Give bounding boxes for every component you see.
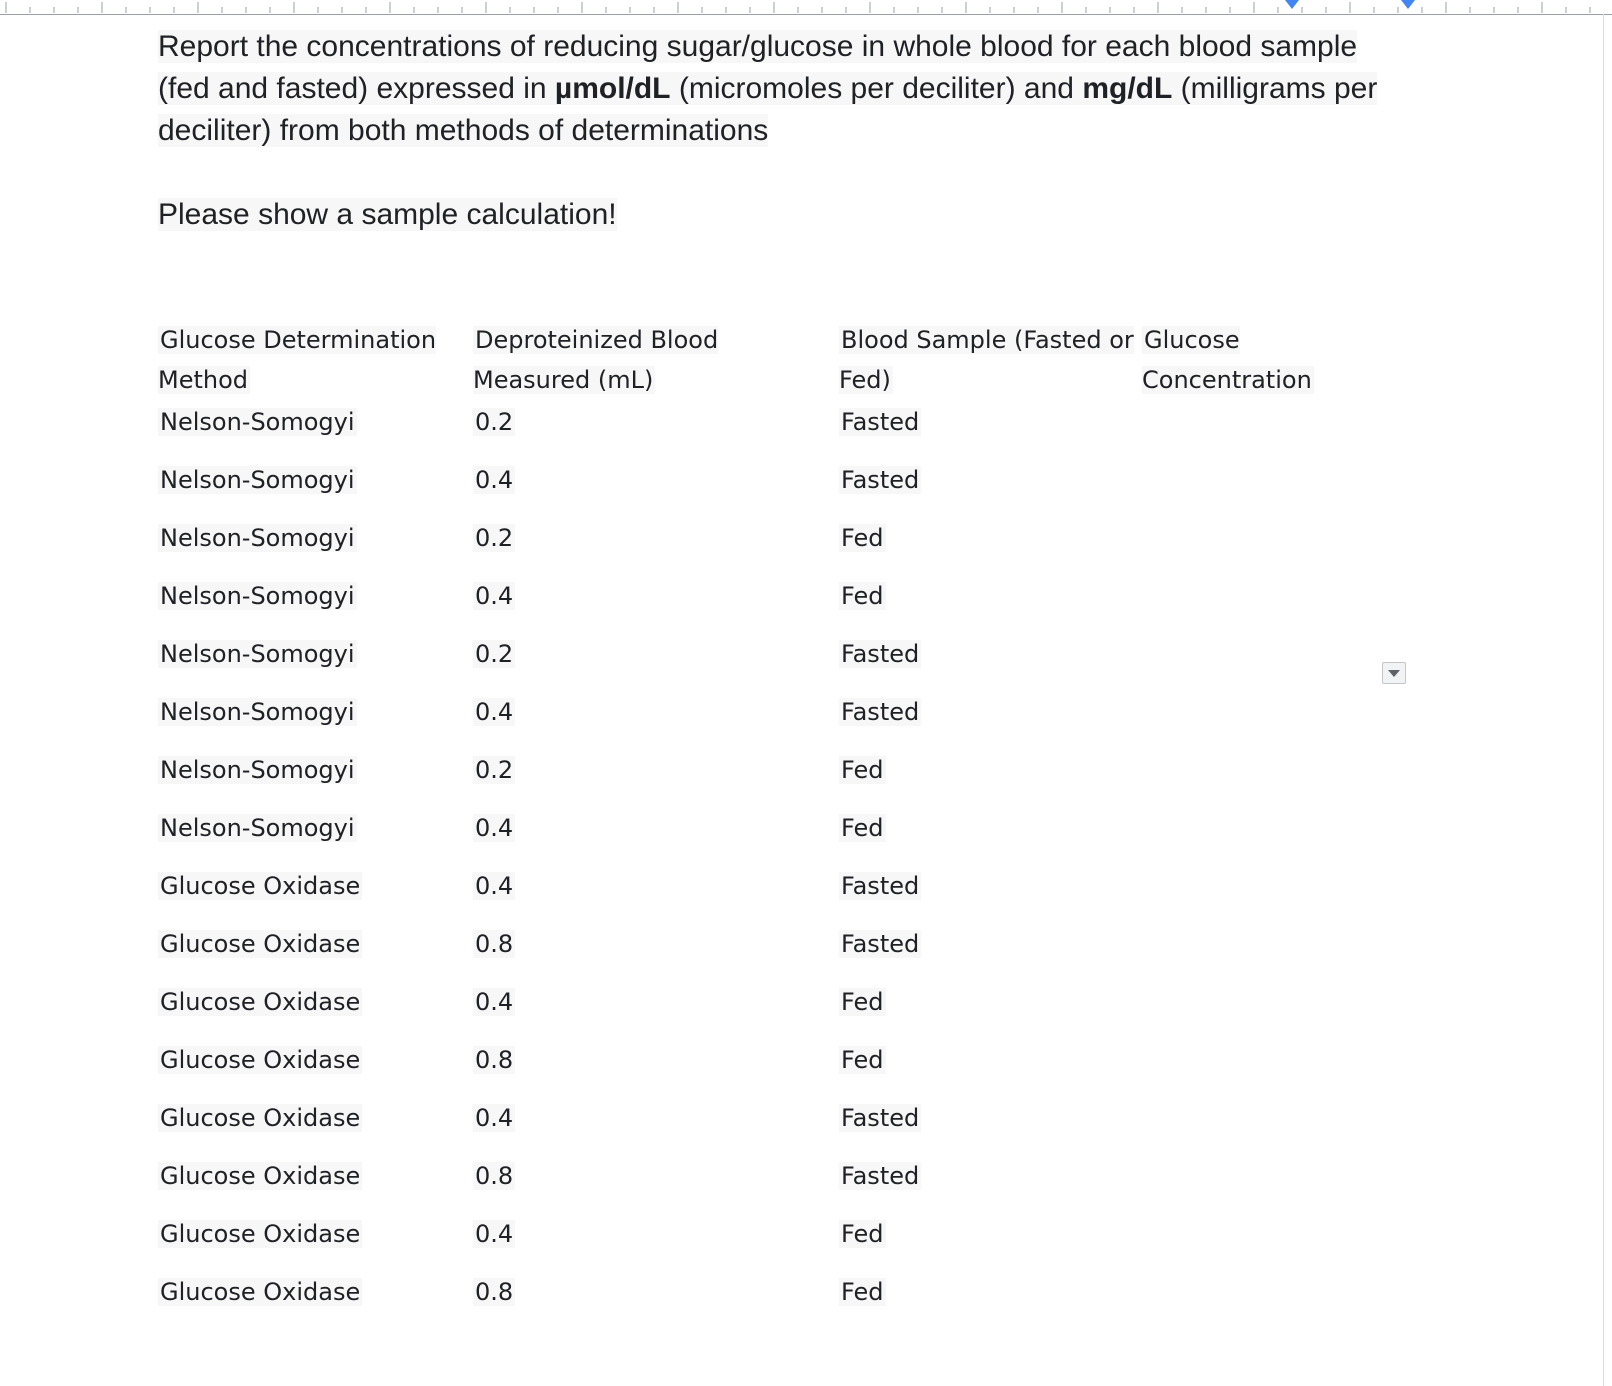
cell-volume[interactable] — [473, 582, 839, 640]
cell-volume[interactable] — [473, 1220, 839, 1278]
table-row — [158, 640, 1372, 698]
cell-volume-text: 0.8 — [475, 1278, 514, 1306]
instruction-text-1: Report the concentrations of reducing sugar/glucose in whole blood for each blood sample (fed and fasted) expressed in — [158, 30, 1358, 105]
table-row — [158, 988, 1372, 1046]
table-row — [158, 930, 1372, 988]
unit-umol-dl: µmol/dL — [554, 72, 671, 105]
cell-method-text: Glucose Oxidase — [160, 872, 361, 900]
indent-marker-icon[interactable] — [1285, 0, 1299, 9]
cell-sample[interactable] — [839, 814, 1142, 872]
cell-method-text: Nelson-Somogyi — [160, 814, 355, 842]
cell-sample[interactable] — [839, 1046, 1142, 1104]
cell-concentration[interactable] — [1142, 1220, 1372, 1278]
cell-sample-text: Fasted — [841, 698, 920, 726]
cell-volume-text: 0.8 — [475, 1046, 514, 1074]
cell-sample[interactable] — [839, 872, 1142, 930]
cell-concentration[interactable] — [1142, 408, 1372, 466]
table-body — [158, 408, 1372, 1336]
cell-volume-text: 0.4 — [475, 988, 514, 1016]
cell-sample[interactable] — [839, 582, 1142, 640]
ruler-ticks — [0, 0, 1612, 14]
cell-volume-text: 0.2 — [475, 408, 514, 436]
cell-volume[interactable] — [473, 524, 839, 582]
cell-volume[interactable] — [473, 1278, 839, 1336]
table-row — [158, 698, 1372, 756]
cell-volume[interactable] — [473, 466, 839, 524]
cell-volume[interactable] — [473, 1046, 839, 1104]
cell-method[interactable] — [158, 466, 473, 524]
cell-sample[interactable] — [839, 988, 1142, 1046]
cell-concentration[interactable] — [1142, 1046, 1372, 1104]
cell-sample[interactable] — [839, 1278, 1142, 1336]
table-row — [158, 1278, 1372, 1336]
cell-method-text: Nelson-Somogyi — [160, 582, 355, 610]
cell-volume[interactable] — [473, 408, 839, 466]
cell-concentration[interactable] — [1142, 640, 1372, 698]
cell-concentration[interactable] — [1142, 524, 1372, 582]
cell-sample[interactable] — [839, 408, 1142, 466]
cell-method-text: Glucose Oxidase — [160, 1162, 361, 1190]
glucose-table[interactable] — [158, 320, 1372, 1336]
cell-sample[interactable] — [839, 756, 1142, 814]
cell-method[interactable] — [158, 1162, 473, 1220]
cell-method-text: Nelson-Somogyi — [160, 698, 355, 726]
cell-sample[interactable] — [839, 1162, 1142, 1220]
cell-sample-text: Fasted — [841, 466, 920, 494]
cell-sample-text: Fed — [841, 1220, 884, 1248]
cell-volume-text: 0.2 — [475, 524, 514, 552]
cell-sample-text: Fed — [841, 814, 884, 842]
cell-sample-text: Fasted — [841, 872, 920, 900]
cell-sample-text: Fasted — [841, 408, 920, 436]
cell-concentration[interactable] — [1142, 756, 1372, 814]
table-row — [158, 756, 1372, 814]
cell-method[interactable] — [158, 408, 473, 466]
cell-volume-text: 0.8 — [475, 1162, 514, 1190]
cell-method[interactable] — [158, 1220, 473, 1278]
table-row — [158, 466, 1372, 524]
cell-concentration[interactable] — [1142, 814, 1372, 872]
cell-method-text: Glucose Oxidase — [160, 988, 361, 1016]
cell-volume-text: 0.2 — [475, 756, 514, 784]
cell-concentration[interactable] — [1142, 1278, 1372, 1336]
cell-volume-text: 0.2 — [475, 640, 514, 668]
indent-marker-icon[interactable] — [1401, 0, 1415, 9]
cell-method-text: Glucose Oxidase — [160, 1104, 361, 1132]
cell-volume[interactable] — [473, 814, 839, 872]
cell-volume[interactable] — [473, 640, 839, 698]
table-row — [158, 814, 1372, 872]
cell-volume[interactable] — [473, 1162, 839, 1220]
cell-sample[interactable] — [839, 930, 1142, 988]
cell-sample-text: Fed — [841, 582, 884, 610]
cell-method-text: Nelson-Somogyi — [160, 408, 355, 436]
cell-sample-text: Fed — [841, 1278, 884, 1306]
unit-mg-dl: mg/dL — [1082, 72, 1173, 105]
cell-sample-text: Fasted — [841, 640, 920, 668]
table-row — [158, 1162, 1372, 1220]
cell-concentration[interactable] — [1142, 988, 1372, 1046]
cell-method[interactable] — [158, 1278, 473, 1336]
cell-method-text: Glucose Oxidase — [160, 930, 361, 958]
sample-calculation-request[interactable] — [158, 194, 617, 236]
cell-method-text: Glucose Oxidase — [160, 1220, 361, 1248]
header-sample[interactable]: Blood Sample (Fasted or Fed) — [839, 326, 1134, 394]
cell-volume[interactable] — [473, 698, 839, 756]
cell-concentration[interactable] — [1142, 582, 1372, 640]
header-concentration[interactable]: Glucose Concentration — [1142, 326, 1312, 394]
cell-concentration[interactable] — [1142, 1162, 1372, 1220]
header-volume[interactable]: Deproteinized Blood Measured (mL) — [473, 326, 719, 394]
cell-sample-text: Fed — [841, 1046, 884, 1074]
cell-method[interactable] — [158, 582, 473, 640]
ruler[interactable] — [0, 0, 1612, 15]
cell-volume-text: 0.4 — [475, 814, 514, 842]
cell-volume[interactable] — [473, 872, 839, 930]
cell-volume[interactable] — [473, 1104, 839, 1162]
table-row — [158, 1046, 1372, 1104]
cell-method-text: Nelson-Somogyi — [160, 466, 355, 494]
cell-sample[interactable] — [839, 1220, 1142, 1278]
cell-sample[interactable] — [839, 640, 1142, 698]
table-row — [158, 408, 1372, 466]
cell-method[interactable] — [158, 698, 473, 756]
cell-sample[interactable] — [839, 1104, 1142, 1162]
cell-volume-text: 0.4 — [475, 872, 514, 900]
cell-sample-text: Fasted — [841, 1162, 920, 1190]
cell-method-text: Nelson-Somogyi — [160, 756, 355, 784]
table-row — [158, 872, 1372, 930]
cell-volume-text: 0.4 — [475, 466, 514, 494]
header-method[interactable]: Glucose Determination Method — [158, 326, 437, 394]
cell-volume-text: 0.4 — [475, 582, 514, 610]
cell-volume-text: 0.4 — [475, 698, 514, 726]
cell-method[interactable] — [158, 756, 473, 814]
cell-concentration[interactable] — [1142, 698, 1372, 756]
cell-method-text: Nelson-Somogyi — [160, 524, 355, 552]
cell-concentration[interactable] — [1142, 930, 1372, 988]
cell-method-text: Glucose Oxidase — [160, 1278, 361, 1306]
cell-volume[interactable] — [473, 756, 839, 814]
cell-volume-text: 0.4 — [475, 1220, 514, 1248]
table-row — [158, 1220, 1372, 1278]
instruction-text-2: (micromoles per deciliter) and — [670, 72, 1083, 105]
cell-volume-text: 0.4 — [475, 1104, 514, 1132]
table-row — [158, 524, 1372, 582]
cell-method[interactable] — [158, 814, 473, 872]
cell-sample-text: Fasted — [841, 1104, 920, 1132]
cell-method[interactable] — [158, 1104, 473, 1162]
cell-sample-text: Fed — [841, 756, 884, 784]
cell-sample[interactable] — [839, 466, 1142, 524]
cell-sample[interactable] — [839, 524, 1142, 582]
cell-volume-text: 0.8 — [475, 930, 514, 958]
cell-method[interactable] — [158, 524, 473, 582]
cell-method-text: Glucose Oxidase — [160, 1046, 361, 1074]
cell-volume[interactable] — [473, 988, 839, 1046]
cell-sample-text: Fasted — [841, 930, 920, 958]
cell-method[interactable] — [158, 930, 473, 988]
page-edge — [1603, 14, 1604, 1386]
cell-sample-text: Fed — [841, 988, 884, 1016]
cell-method[interactable] — [158, 640, 473, 698]
cell-sample[interactable] — [839, 698, 1142, 756]
cell-sample-text: Fed — [841, 524, 884, 552]
table-row — [158, 582, 1372, 640]
cell-method[interactable] — [158, 872, 473, 930]
instruction-paragraph[interactable] — [158, 26, 1398, 152]
cell-method[interactable] — [158, 988, 473, 1046]
cell-volume[interactable] — [473, 930, 839, 988]
table-row — [158, 1104, 1372, 1162]
sample-calculation-text: Please show a sample calculation! — [158, 198, 617, 231]
cell-method[interactable] — [158, 1046, 473, 1104]
chevron-down-icon[interactable] — [1382, 662, 1406, 684]
instruction-text-3: (milligrams per deciliter) from both methods of determinations — [158, 72, 1378, 147]
cell-concentration[interactable] — [1142, 872, 1372, 930]
cell-concentration[interactable] — [1142, 1104, 1372, 1162]
cell-concentration[interactable] — [1142, 466, 1372, 524]
cell-method-text: Nelson-Somogyi — [160, 640, 355, 668]
table-header-row — [158, 320, 1372, 408]
